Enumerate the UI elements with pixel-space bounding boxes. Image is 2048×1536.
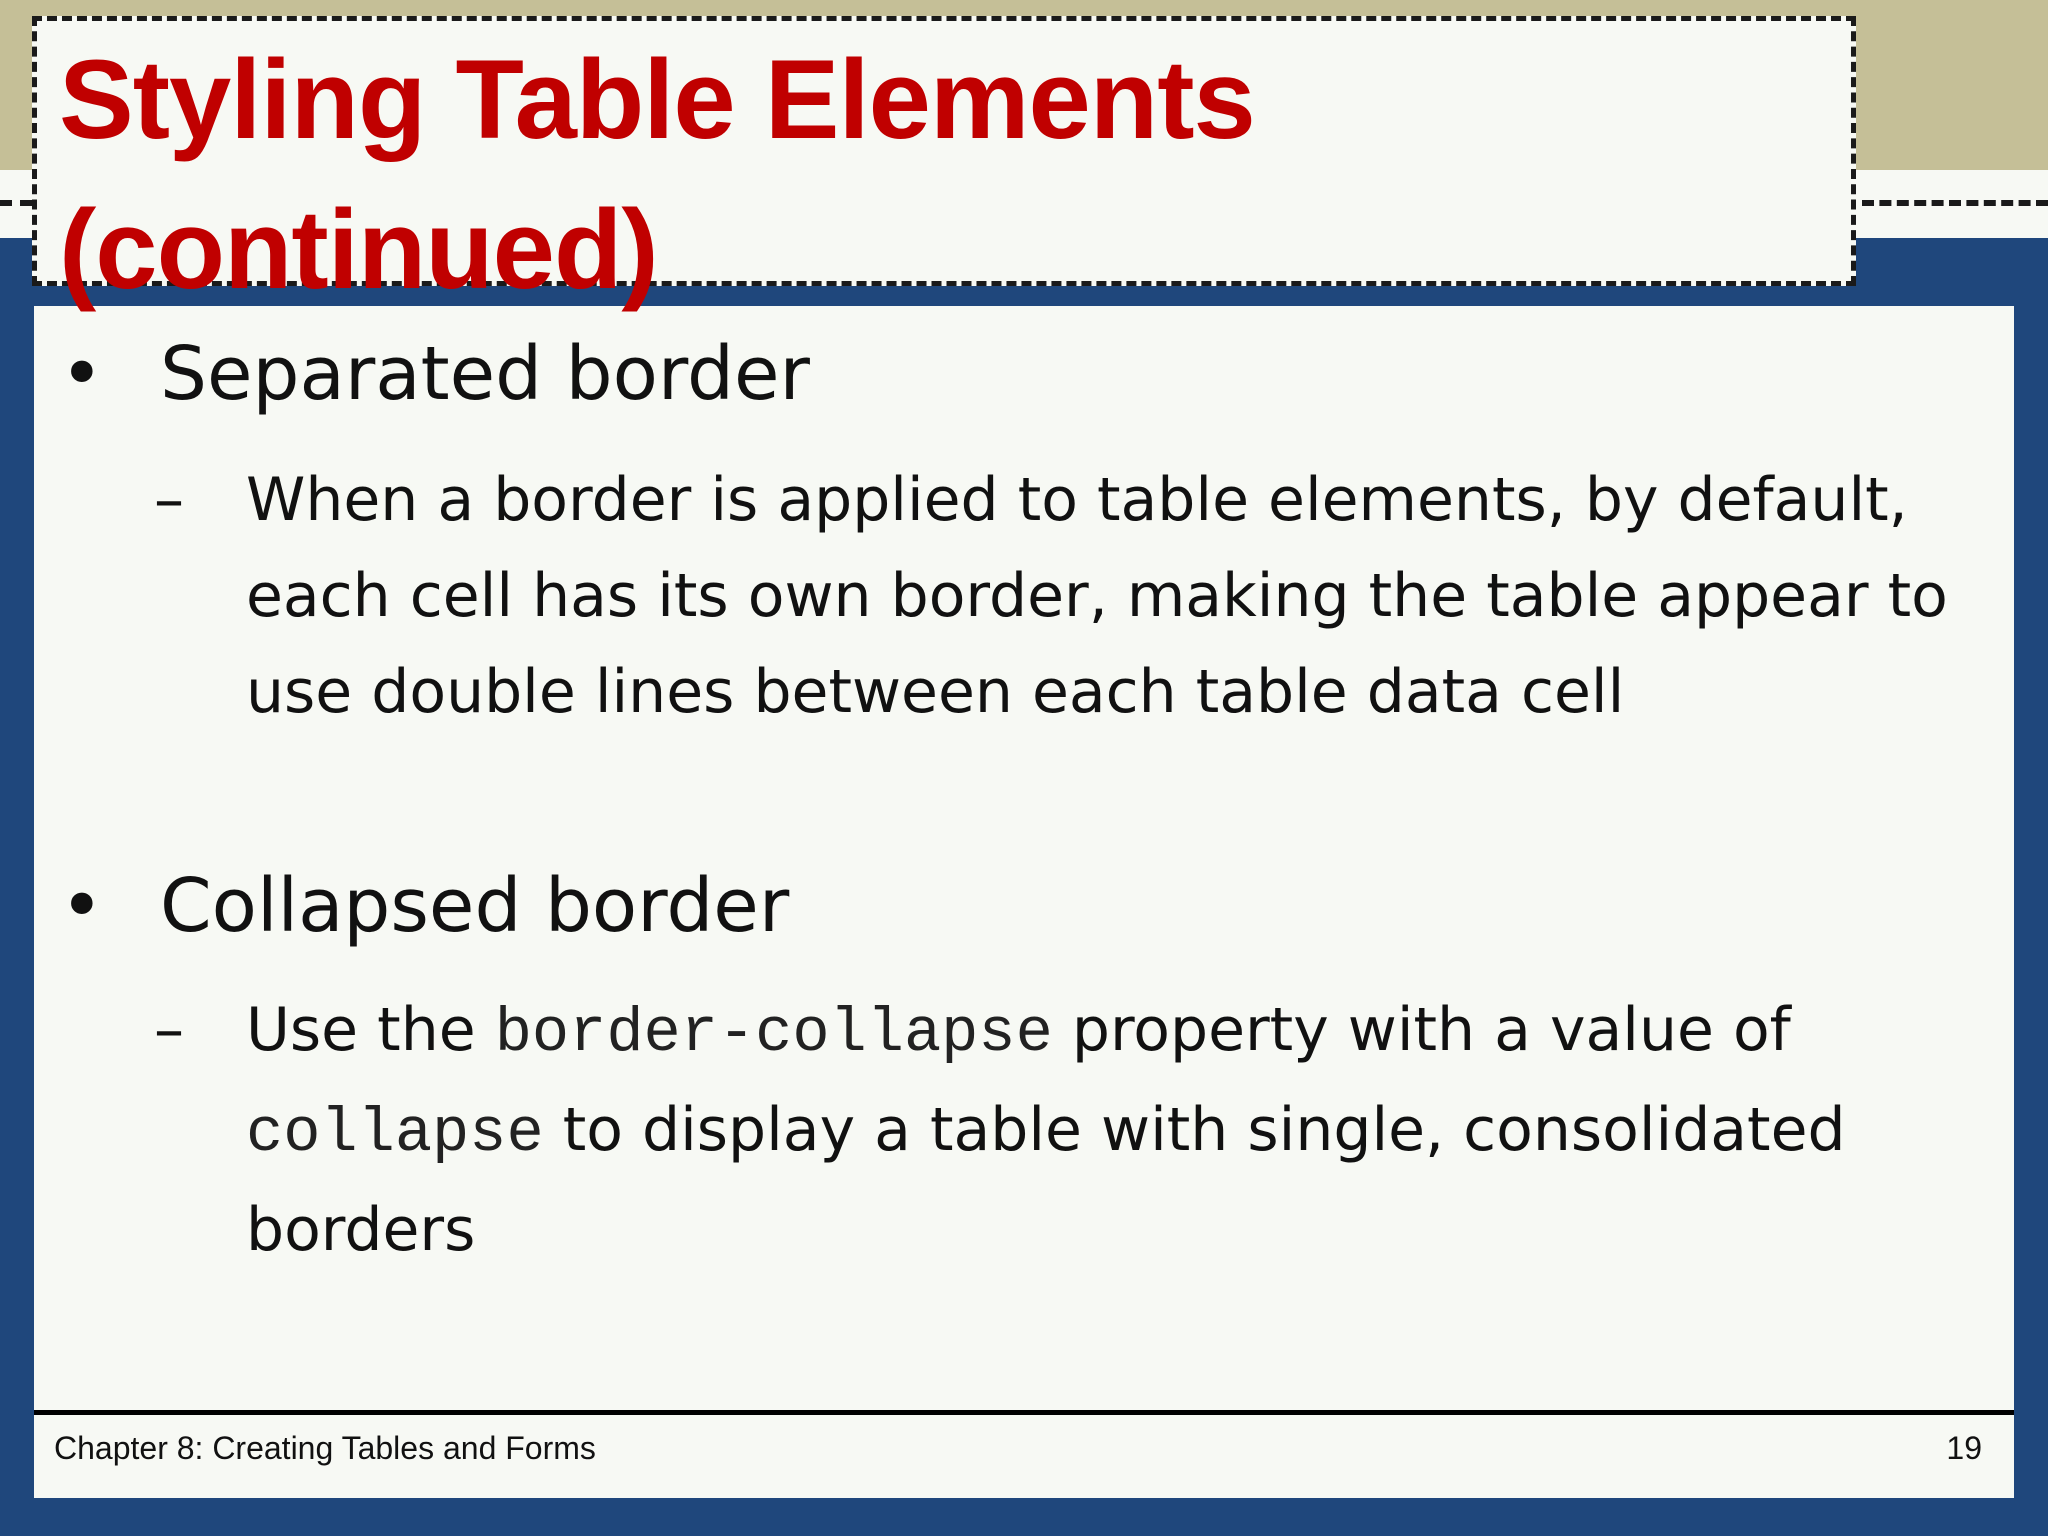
- footer-divider: [34, 1410, 2014, 1415]
- bullet-marker: •: [60, 331, 104, 417]
- header-dash-right: [1862, 200, 2048, 206]
- text-segment: Use the: [246, 995, 495, 1065]
- title-box: [32, 16, 1856, 312]
- sub-bullet-marker: –: [154, 465, 184, 535]
- bullet-text: Collapsed border: [160, 863, 790, 949]
- slide-title: Styling Table Elements (continued): [59, 37, 1255, 312]
- footer-chapter: Chapter 8: Creating Tables and Forms: [54, 1430, 596, 1466]
- sub-bullet-text: [246, 982, 2026, 1278]
- header-dash-left: [0, 200, 32, 206]
- code-border-collapse: border-collapse: [494, 998, 1053, 1069]
- text-segment: to display a table with single, consolidated borders: [246, 1095, 1846, 1265]
- bullet-marker: •: [60, 863, 104, 949]
- sub-bullet-text: When a border is applied to table elements, by default, each cell has its own border, making the table appear to use double lines between each table data cell: [246, 465, 1948, 727]
- text-segment: property with a value of: [1052, 995, 1791, 1065]
- sub-bullet-marker: –: [154, 995, 184, 1065]
- bullet-text: Separated border: [160, 331, 810, 417]
- page-number: 19: [1946, 1430, 1982, 1466]
- content-panel: [34, 306, 2014, 1498]
- code-collapse: collapse: [246, 1098, 544, 1169]
